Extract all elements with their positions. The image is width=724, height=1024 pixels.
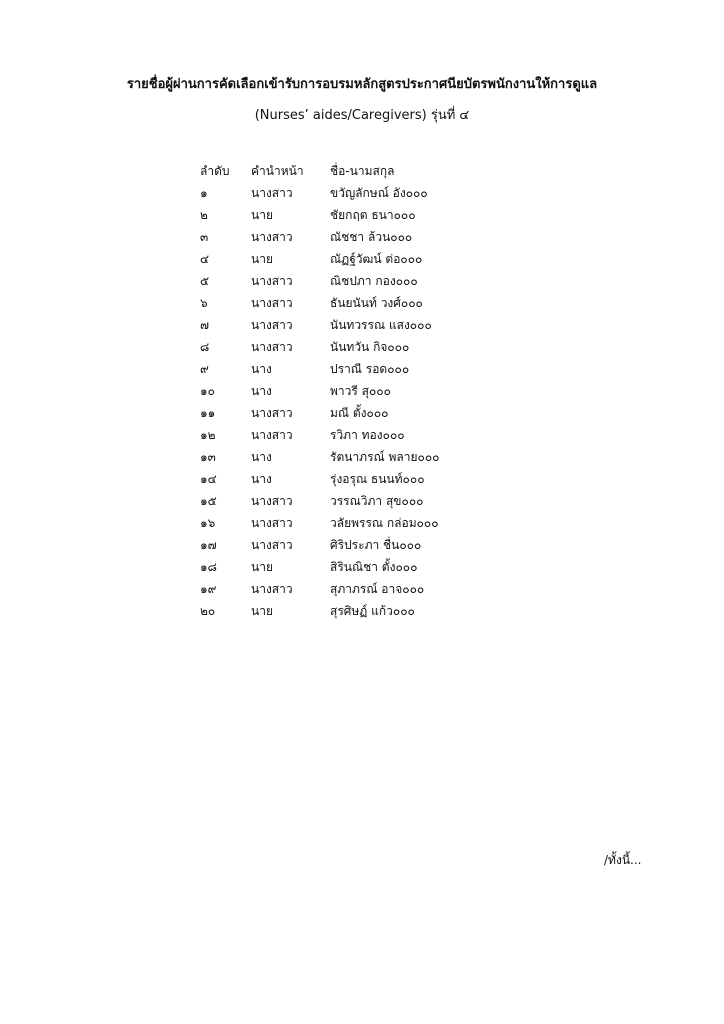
row-no: ๑๗ <box>200 538 217 552</box>
row-prefix: นาย <box>251 208 273 222</box>
row-prefix: นางสาว <box>251 230 293 244</box>
row-no: ๑ <box>200 186 208 200</box>
table-row <box>196 270 516 292</box>
table-row <box>196 380 516 402</box>
row-name: สุภาภรณ์ อาจ๐๐๐ <box>330 582 425 596</box>
row-prefix: นางสาว <box>251 274 293 288</box>
table-row <box>196 182 516 204</box>
row-prefix: นางสาว <box>251 516 293 530</box>
row-name: สิรินณิชา ตั้ง๐๐๐ <box>330 560 418 574</box>
row-no: ๑๙ <box>200 582 217 596</box>
row-prefix: นาง <box>251 450 272 464</box>
row-name: ขวัญลักษณ์ อัง๐๐๐ <box>330 186 428 200</box>
table-row <box>196 490 516 512</box>
row-prefix: นาย <box>251 252 273 266</box>
row-name: พาวรี สุ๐๐๐ <box>330 384 391 398</box>
row-prefix: นางสาว <box>251 428 293 442</box>
row-no: ๒ <box>200 208 208 222</box>
participant-table <box>196 160 516 622</box>
row-name: ศิริประภา ชื่น๐๐๐ <box>330 538 422 552</box>
row-prefix: นาย <box>251 604 273 618</box>
row-prefix: นางสาว <box>251 538 293 552</box>
row-name: รัตนาภรณ์ พลาย๐๐๐ <box>330 450 440 464</box>
row-prefix: นางสาว <box>251 582 293 596</box>
row-prefix: นาย <box>251 560 273 574</box>
row-no: ๓ <box>200 230 209 244</box>
row-name: รวิภา ทอง๐๐๐ <box>330 428 405 442</box>
table-row <box>196 578 516 600</box>
row-name: มณี ตั้ง๐๐๐ <box>330 406 389 420</box>
continuation-note: /ทั้งนี้... <box>604 853 642 867</box>
row-no: ๕ <box>200 274 210 288</box>
row-name: ชัยกฤต ธนา๐๐๐ <box>330 208 416 222</box>
row-name: ปราณี รอด๐๐๐ <box>330 362 410 376</box>
row-prefix: นางสาว <box>251 186 293 200</box>
row-no: ๖ <box>200 296 208 310</box>
row-no: ๑๘ <box>200 560 217 574</box>
row-name: ณิชปภา กอง๐๐๐ <box>330 274 418 288</box>
table-header-row <box>196 160 516 182</box>
row-name: วรรณวิภา สุข๐๐๐ <box>330 494 424 508</box>
row-name: นันทวรรณ แสง๐๐๐ <box>330 318 432 332</box>
table-row <box>196 402 516 424</box>
header-prefix: คำนำหน้า <box>251 164 304 178</box>
table-row <box>196 248 516 270</box>
table-row <box>196 358 516 380</box>
row-name: ณัชชา ล้วน๐๐๐ <box>330 230 413 244</box>
row-no: ๑๖ <box>200 516 216 530</box>
table-row <box>196 512 516 534</box>
row-name: ธันยนันท์ วงศ์๐๐๐ <box>330 296 423 310</box>
row-no: ๑๓ <box>200 450 216 464</box>
table-row <box>196 556 516 578</box>
header-name: ชื่อ-นามสกุล <box>330 164 395 178</box>
table-row <box>196 226 516 248</box>
table-row <box>196 292 516 314</box>
row-no: ๑๔ <box>200 472 217 486</box>
row-prefix: นางสาว <box>251 494 293 508</box>
row-no: ๔ <box>200 252 210 266</box>
table-row <box>196 424 516 446</box>
table-row <box>196 446 516 468</box>
header-no: ลำดับ <box>200 164 230 178</box>
row-name: นันทวัน กิจ๐๐๐ <box>330 340 410 354</box>
row-prefix: นางสาว <box>251 318 293 332</box>
row-no: ๙ <box>200 362 209 376</box>
row-prefix: นางสาว <box>251 406 293 420</box>
table-row <box>196 600 516 622</box>
table-row <box>196 468 516 490</box>
row-prefix: นาง <box>251 384 272 398</box>
row-name: ณัฏฐ์วัฒน์ ต่อ๐๐๐ <box>330 252 423 266</box>
row-no: ๗ <box>200 318 210 332</box>
row-no: ๑๕ <box>200 494 217 508</box>
table-row <box>196 336 516 358</box>
row-no: ๒๐ <box>200 604 216 618</box>
row-no: ๘ <box>200 340 210 354</box>
document-subtitle: (Nurses’ aides/Caregivers) รุ่นที่ ๔ <box>254 108 470 123</box>
row-no: ๑๐ <box>200 384 215 398</box>
row-prefix: นาง <box>251 362 272 376</box>
table-row <box>196 534 516 556</box>
row-no: ๑๑ <box>200 406 216 420</box>
row-name: วลัยพรรณ กล่อม๐๐๐ <box>330 516 439 530</box>
row-prefix: นางสาว <box>251 340 293 354</box>
row-name: รุ่งอรุณ ธนนท์๐๐๐ <box>330 472 425 486</box>
row-name: สุรศิษฏ์ แก้ว๐๐๐ <box>330 604 415 618</box>
row-no: ๑๒ <box>200 428 216 442</box>
row-prefix: นาง <box>251 472 272 486</box>
table-row <box>196 204 516 226</box>
row-prefix: นางสาว <box>251 296 293 310</box>
document-title: รายชื่อผู้ผ่านการคัดเลือกเข้ารับการอบรมหลักสูตรประกาศนียบัตรพนักงานให้การดูแล <box>126 77 598 92</box>
table-row <box>196 314 516 336</box>
